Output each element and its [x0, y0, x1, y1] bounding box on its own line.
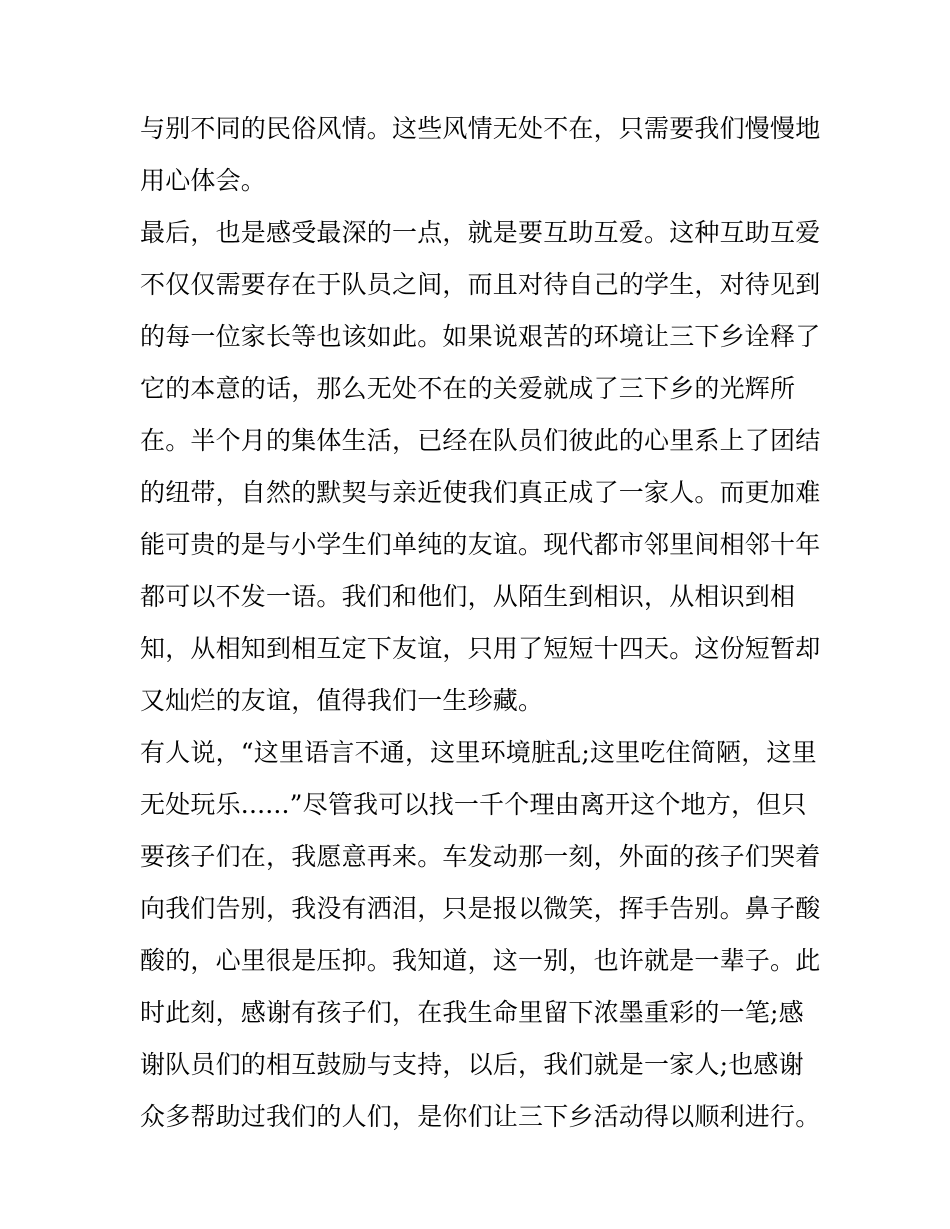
text-line: 用心体会。 — [140, 166, 267, 195]
text-line: 向我们告别，我没有洒泪，只是报以微笑，挥手告别。鼻子酸 — [140, 894, 821, 923]
text-line: 在。半个月的集体生活，已经在队员们彼此的心里系上了团结 — [140, 426, 821, 455]
text-line: 与别不同的民俗风情。这些风情无处不在，只需要我们慢慢地 — [140, 114, 821, 143]
text-line: 都可以不发一语。我们和他们，从陌生到相识，从相识到相 — [140, 582, 796, 611]
text-line: 不仅仅需要存在于队员之间，而且对待自己的学生，对待见到 — [140, 270, 821, 299]
text-line: 要孩子们在，我愿意再来。车发动那一刻，外面的孩子们哭着 — [140, 842, 821, 871]
text-line: 无处玩乐......”尽管我可以找一千个理由离开这个地方，但只 — [140, 790, 807, 819]
text-line: 的每一位家长等也该如此。如果说艰苦的环境让三下乡诠释了 — [140, 322, 821, 351]
text-line: 能可贵的是与小学生们单纯的友谊。现代都市邻里间相邻十年 — [140, 530, 821, 559]
text-line: 时此刻，感谢有孩子们，在我生命里留下浓墨重彩的一笔;感 — [140, 998, 804, 1027]
text-line: 最后，也是感受最深的一点，就是要互助互爱。这种互助互爱 — [140, 218, 821, 247]
text-line: 知，从相知到相互定下友谊，只用了短短十四天。这份短暂却 — [140, 634, 821, 663]
text-line: 又灿烂的友谊，值得我们一生珍藏。 — [140, 686, 544, 715]
text-line: 谢队员们的相互鼓励与支持，以后，我们就是一家人;也感谢 — [140, 1050, 804, 1079]
text-line: 有人说，“这里语言不通，这里环境脏乱;这里吃住简陋，这里 — [140, 738, 817, 767]
text-line: 它的本意的话，那么无处不在的关爱就成了三下乡的光辉所 — [140, 374, 796, 403]
text-line: 的纽带，自然的默契与亲近使我们真正成了一家人。而更加难 — [140, 478, 821, 507]
text-line: 众多帮助过我们的人们，是你们让三下乡活动得以顺利进行。 — [140, 1102, 821, 1131]
text-line: 酸的，心里很是压抑。我知道，这一别，也许就是一辈子。此 — [140, 946, 821, 975]
